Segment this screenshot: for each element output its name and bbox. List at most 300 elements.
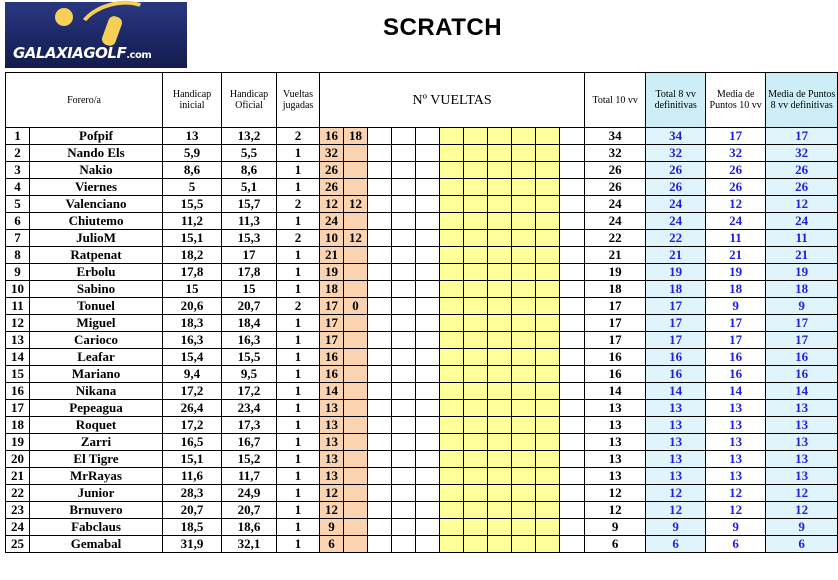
round-3-cell — [368, 451, 392, 468]
round-2-cell — [344, 179, 368, 196]
round-6-cell — [440, 298, 464, 315]
round-5-cell — [416, 468, 440, 485]
handicap-inicial-cell: 26,4 — [163, 400, 222, 417]
round-1-cell: 26 — [320, 162, 344, 179]
round-8-cell — [488, 162, 512, 179]
round-4-cell — [392, 383, 416, 400]
table-row — [6, 451, 838, 468]
table-row — [6, 366, 838, 383]
round-1-cell: 14 — [320, 383, 344, 400]
vueltas-jugadas-cell: 1 — [277, 536, 320, 553]
round-9-cell — [512, 485, 536, 502]
handicap-oficial-cell: 15,3 — [222, 230, 277, 247]
handicap-oficial-cell: 32,1 — [222, 536, 277, 553]
media-10-cell: 16 — [706, 366, 766, 383]
round-1-cell: 16 — [320, 366, 344, 383]
round-10-cell — [536, 451, 560, 468]
round-8-cell — [488, 383, 512, 400]
round-7-cell — [464, 519, 488, 536]
rank-cell: 21 — [6, 468, 30, 485]
round-6-cell — [440, 383, 464, 400]
media-8-cell: 13 — [766, 400, 838, 417]
total-10-cell: 24 — [585, 196, 646, 213]
media-8-cell: 12 — [766, 485, 838, 502]
player-name: El Tigre — [30, 451, 163, 468]
round-5-cell — [416, 400, 440, 417]
media-10-cell: 12 — [706, 196, 766, 213]
media-10-cell: 24 — [706, 213, 766, 230]
media-8-cell: 18 — [766, 281, 838, 298]
round-3-cell — [368, 468, 392, 485]
round-3-cell — [368, 196, 392, 213]
total-8-cell: 14 — [646, 383, 706, 400]
player-name: Pofpif — [30, 128, 163, 145]
round-4-cell — [392, 196, 416, 213]
round-1-cell: 13 — [320, 417, 344, 434]
round-4-cell — [392, 281, 416, 298]
handicap-oficial-cell: 15,7 — [222, 196, 277, 213]
table-row — [6, 179, 838, 196]
round-5-cell — [416, 349, 440, 366]
round-6-cell — [440, 468, 464, 485]
handicap-oficial-cell: 13,2 — [222, 128, 277, 145]
round-7-cell — [464, 264, 488, 281]
round-4-cell — [392, 264, 416, 281]
total-10-cell: 17 — [585, 332, 646, 349]
media-10-cell: 6 — [706, 536, 766, 553]
round-4-cell — [392, 366, 416, 383]
player-name: Miguel — [30, 315, 163, 332]
table-row — [6, 519, 838, 536]
round-8-cell — [488, 264, 512, 281]
table-row — [6, 332, 838, 349]
handicap-oficial-cell: 20,7 — [222, 298, 277, 315]
round-1-cell: 6 — [320, 536, 344, 553]
media-8-cell: 13 — [766, 468, 838, 485]
round-7-cell — [464, 451, 488, 468]
round-9-cell — [512, 332, 536, 349]
round-2-cell — [344, 400, 368, 417]
table-row — [6, 434, 838, 451]
handicap-inicial-cell: 18,3 — [163, 315, 222, 332]
media-10-cell: 18 — [706, 281, 766, 298]
rank-cell: 11 — [6, 298, 30, 315]
rank-cell: 3 — [6, 162, 30, 179]
round-10-cell — [536, 298, 560, 315]
media-10-cell: 19 — [706, 264, 766, 281]
handicap-oficial-cell: 20,7 — [222, 502, 277, 519]
round-6-cell — [440, 519, 464, 536]
total-8-cell: 18 — [646, 281, 706, 298]
round-10-cell — [536, 519, 560, 536]
round-10-cell — [536, 264, 560, 281]
table-row — [6, 502, 838, 519]
header-media-8: Media de Puntos 8 vv definitivas — [766, 73, 838, 128]
round-7-cell — [464, 366, 488, 383]
round-6-cell — [440, 196, 464, 213]
total-10-cell: 13 — [585, 417, 646, 434]
round-3-cell — [368, 145, 392, 162]
round-10-cell — [536, 536, 560, 553]
media-8-cell: 6 — [766, 536, 838, 553]
handicap-inicial-cell: 15,4 — [163, 349, 222, 366]
handicap-oficial-cell: 17 — [222, 247, 277, 264]
table-row — [6, 128, 838, 145]
player-name: Leafar — [30, 349, 163, 366]
handicap-oficial-cell: 11,7 — [222, 468, 277, 485]
round-5-cell — [416, 247, 440, 264]
round-11-cell — [560, 536, 585, 553]
total-8-cell: 12 — [646, 485, 706, 502]
round-10-cell — [536, 400, 560, 417]
round-9-cell — [512, 400, 536, 417]
round-3-cell — [368, 383, 392, 400]
rank-cell: 4 — [6, 179, 30, 196]
round-7-cell — [464, 196, 488, 213]
header-forero: Forero/a — [6, 73, 163, 128]
round-9-cell — [512, 196, 536, 213]
round-4-cell — [392, 128, 416, 145]
round-3-cell — [368, 298, 392, 315]
player-name: Roquet — [30, 417, 163, 434]
round-1-cell: 12 — [320, 502, 344, 519]
round-1-cell: 17 — [320, 298, 344, 315]
media-10-cell: 13 — [706, 417, 766, 434]
total-10-cell: 16 — [585, 366, 646, 383]
total-8-cell: 13 — [646, 400, 706, 417]
round-5-cell — [416, 332, 440, 349]
table-row — [6, 383, 838, 400]
round-9-cell — [512, 298, 536, 315]
round-11-cell — [560, 502, 585, 519]
handicap-oficial-cell: 18,6 — [222, 519, 277, 536]
round-7-cell — [464, 145, 488, 162]
table-row — [6, 162, 838, 179]
round-6-cell — [440, 213, 464, 230]
round-11-cell — [560, 298, 585, 315]
media-10-cell: 13 — [706, 434, 766, 451]
round-11-cell — [560, 281, 585, 298]
total-10-cell: 26 — [585, 179, 646, 196]
golf-ball-icon — [55, 8, 73, 26]
media-10-cell: 13 — [706, 400, 766, 417]
round-8-cell — [488, 230, 512, 247]
player-name: Ratpenat — [30, 247, 163, 264]
table-row — [6, 281, 838, 298]
round-11-cell — [560, 179, 585, 196]
round-4-cell — [392, 519, 416, 536]
handicap-oficial-cell: 23,4 — [222, 400, 277, 417]
round-5-cell — [416, 485, 440, 502]
media-8-cell: 12 — [766, 196, 838, 213]
round-5-cell — [416, 162, 440, 179]
round-11-cell — [560, 451, 585, 468]
round-3-cell — [368, 349, 392, 366]
handicap-inicial-cell: 17,2 — [163, 383, 222, 400]
round-4-cell — [392, 468, 416, 485]
round-6-cell — [440, 434, 464, 451]
round-2-cell — [344, 366, 368, 383]
round-3-cell — [368, 502, 392, 519]
round-9-cell — [512, 349, 536, 366]
round-7-cell — [464, 281, 488, 298]
round-5-cell — [416, 536, 440, 553]
total-10-cell: 26 — [585, 162, 646, 179]
round-2-cell — [344, 417, 368, 434]
media-8-cell: 11 — [766, 230, 838, 247]
handicap-inicial-cell: 31,9 — [163, 536, 222, 553]
round-9-cell — [512, 434, 536, 451]
rank-cell: 16 — [6, 383, 30, 400]
round-8-cell — [488, 247, 512, 264]
total-8-cell: 32 — [646, 145, 706, 162]
media-8-cell: 16 — [766, 366, 838, 383]
vueltas-jugadas-cell: 1 — [277, 485, 320, 502]
round-8-cell — [488, 213, 512, 230]
vueltas-jugadas-cell: 2 — [277, 128, 320, 145]
player-name: Pepeagua — [30, 400, 163, 417]
media-8-cell: 17 — [766, 332, 838, 349]
round-4-cell — [392, 247, 416, 264]
rank-cell: 8 — [6, 247, 30, 264]
header-total-8: Total 8 vv definitivas — [646, 73, 706, 128]
round-8-cell — [488, 451, 512, 468]
round-5-cell — [416, 502, 440, 519]
round-3-cell — [368, 417, 392, 434]
round-10-cell — [536, 162, 560, 179]
round-2-cell — [344, 434, 368, 451]
media-8-cell: 32 — [766, 145, 838, 162]
handicap-oficial-cell: 18,4 — [222, 315, 277, 332]
round-2-cell — [344, 485, 368, 502]
handicap-inicial-cell: 18,2 — [163, 247, 222, 264]
round-5-cell — [416, 196, 440, 213]
table-row — [6, 213, 838, 230]
total-8-cell: 16 — [646, 366, 706, 383]
total-8-cell: 16 — [646, 349, 706, 366]
round-3-cell — [368, 400, 392, 417]
round-3-cell — [368, 366, 392, 383]
round-3-cell — [368, 162, 392, 179]
round-2-cell — [344, 451, 368, 468]
round-9-cell — [512, 366, 536, 383]
total-10-cell: 9 — [585, 519, 646, 536]
round-7-cell — [464, 230, 488, 247]
media-8-cell: 21 — [766, 247, 838, 264]
round-9-cell — [512, 128, 536, 145]
round-3-cell — [368, 247, 392, 264]
round-2-cell — [344, 162, 368, 179]
round-10-cell — [536, 383, 560, 400]
table-row — [6, 485, 838, 502]
round-9-cell — [512, 315, 536, 332]
vueltas-jugadas-cell: 1 — [277, 315, 320, 332]
total-10-cell: 12 — [585, 502, 646, 519]
total-10-cell: 12 — [585, 485, 646, 502]
round-9-cell — [512, 451, 536, 468]
round-3-cell — [368, 536, 392, 553]
handicap-inicial-cell: 16,5 — [163, 434, 222, 451]
round-1-cell: 26 — [320, 179, 344, 196]
round-2-cell — [344, 332, 368, 349]
player-name: Fabclaus — [30, 519, 163, 536]
total-8-cell: 12 — [646, 502, 706, 519]
total-10-cell: 34 — [585, 128, 646, 145]
total-10-cell: 32 — [585, 145, 646, 162]
media-10-cell: 14 — [706, 383, 766, 400]
round-1-cell: 13 — [320, 400, 344, 417]
round-9-cell — [512, 383, 536, 400]
vueltas-jugadas-cell: 1 — [277, 451, 320, 468]
round-6-cell — [440, 502, 464, 519]
total-8-cell: 26 — [646, 179, 706, 196]
handicap-oficial-cell: 11,3 — [222, 213, 277, 230]
player-name: Sabino — [30, 281, 163, 298]
round-7-cell — [464, 315, 488, 332]
table-row — [6, 468, 838, 485]
round-11-cell — [560, 349, 585, 366]
round-9-cell — [512, 230, 536, 247]
handicap-inicial-cell: 13 — [163, 128, 222, 145]
rank-cell: 20 — [6, 451, 30, 468]
vueltas-jugadas-cell: 1 — [277, 332, 320, 349]
round-8-cell — [488, 145, 512, 162]
round-2-cell: 18 — [344, 128, 368, 145]
handicap-inicial-cell: 18,5 — [163, 519, 222, 536]
round-2-cell — [344, 502, 368, 519]
round-11-cell — [560, 400, 585, 417]
round-7-cell — [464, 468, 488, 485]
rank-cell: 15 — [6, 366, 30, 383]
rank-cell: 5 — [6, 196, 30, 213]
round-9-cell — [512, 536, 536, 553]
total-8-cell: 13 — [646, 434, 706, 451]
round-7-cell — [464, 298, 488, 315]
round-6-cell — [440, 536, 464, 553]
round-11-cell — [560, 315, 585, 332]
total-8-cell: 13 — [646, 468, 706, 485]
round-9-cell — [512, 281, 536, 298]
table-row — [6, 536, 838, 553]
round-5-cell — [416, 519, 440, 536]
vueltas-jugadas-cell: 1 — [277, 417, 320, 434]
round-6-cell — [440, 366, 464, 383]
player-name: MrRayas — [30, 468, 163, 485]
handicap-oficial-cell: 15 — [222, 281, 277, 298]
round-4-cell — [392, 179, 416, 196]
round-6-cell — [440, 247, 464, 264]
total-8-cell: 24 — [646, 196, 706, 213]
round-1-cell: 17 — [320, 315, 344, 332]
handicap-inicial-cell: 20,6 — [163, 298, 222, 315]
round-6-cell — [440, 451, 464, 468]
vueltas-jugadas-cell: 1 — [277, 366, 320, 383]
round-7-cell — [464, 162, 488, 179]
round-4-cell — [392, 230, 416, 247]
round-10-cell — [536, 349, 560, 366]
header-row — [6, 73, 838, 128]
media-10-cell: 11 — [706, 230, 766, 247]
round-8-cell — [488, 332, 512, 349]
round-2-cell — [344, 315, 368, 332]
round-4-cell — [392, 536, 416, 553]
round-10-cell — [536, 145, 560, 162]
round-6-cell — [440, 145, 464, 162]
round-2-cell: 0 — [344, 298, 368, 315]
round-11-cell — [560, 434, 585, 451]
round-10-cell — [536, 315, 560, 332]
vueltas-jugadas-cell: 1 — [277, 281, 320, 298]
round-3-cell — [368, 315, 392, 332]
total-10-cell: 13 — [585, 451, 646, 468]
round-10-cell — [536, 485, 560, 502]
round-1-cell: 12 — [320, 485, 344, 502]
round-8-cell — [488, 502, 512, 519]
round-11-cell — [560, 230, 585, 247]
round-10-cell — [536, 213, 560, 230]
vueltas-jugadas-cell: 1 — [277, 179, 320, 196]
round-6-cell — [440, 485, 464, 502]
header-n-vueltas: Nº VUELTAS — [320, 73, 585, 128]
round-7-cell — [464, 383, 488, 400]
round-8-cell — [488, 179, 512, 196]
round-1-cell: 24 — [320, 213, 344, 230]
vueltas-jugadas-cell: 2 — [277, 230, 320, 247]
total-10-cell: 17 — [585, 298, 646, 315]
table-row — [6, 145, 838, 162]
vueltas-jugadas-cell: 1 — [277, 519, 320, 536]
round-1-cell: 10 — [320, 230, 344, 247]
media-10-cell: 9 — [706, 519, 766, 536]
handicap-oficial-cell: 5,5 — [222, 145, 277, 162]
rank-cell: 6 — [6, 213, 30, 230]
round-8-cell — [488, 281, 512, 298]
round-10-cell — [536, 281, 560, 298]
media-8-cell: 19 — [766, 264, 838, 281]
logo-text: GALAXIAGOLF.com — [13, 44, 152, 62]
media-10-cell: 21 — [706, 247, 766, 264]
round-8-cell — [488, 434, 512, 451]
round-2-cell: 12 — [344, 196, 368, 213]
round-6-cell — [440, 281, 464, 298]
total-8-cell: 9 — [646, 519, 706, 536]
round-1-cell: 13 — [320, 468, 344, 485]
player-name: Zarri — [30, 434, 163, 451]
round-1-cell: 32 — [320, 145, 344, 162]
handicap-oficial-cell: 9,5 — [222, 366, 277, 383]
round-5-cell — [416, 230, 440, 247]
round-9-cell — [512, 417, 536, 434]
round-10-cell — [536, 468, 560, 485]
round-5-cell — [416, 434, 440, 451]
media-10-cell: 12 — [706, 502, 766, 519]
player-name: Viernes — [30, 179, 163, 196]
round-9-cell — [512, 502, 536, 519]
round-1-cell: 13 — [320, 434, 344, 451]
media-8-cell: 12 — [766, 502, 838, 519]
round-7-cell — [464, 332, 488, 349]
table-row — [6, 417, 838, 434]
total-8-cell: 34 — [646, 128, 706, 145]
round-6-cell — [440, 332, 464, 349]
rank-cell: 13 — [6, 332, 30, 349]
total-10-cell: 13 — [585, 400, 646, 417]
table-row — [6, 264, 838, 281]
handicap-inicial-cell: 15 — [163, 281, 222, 298]
round-11-cell — [560, 485, 585, 502]
round-11-cell — [560, 332, 585, 349]
round-4-cell — [392, 434, 416, 451]
